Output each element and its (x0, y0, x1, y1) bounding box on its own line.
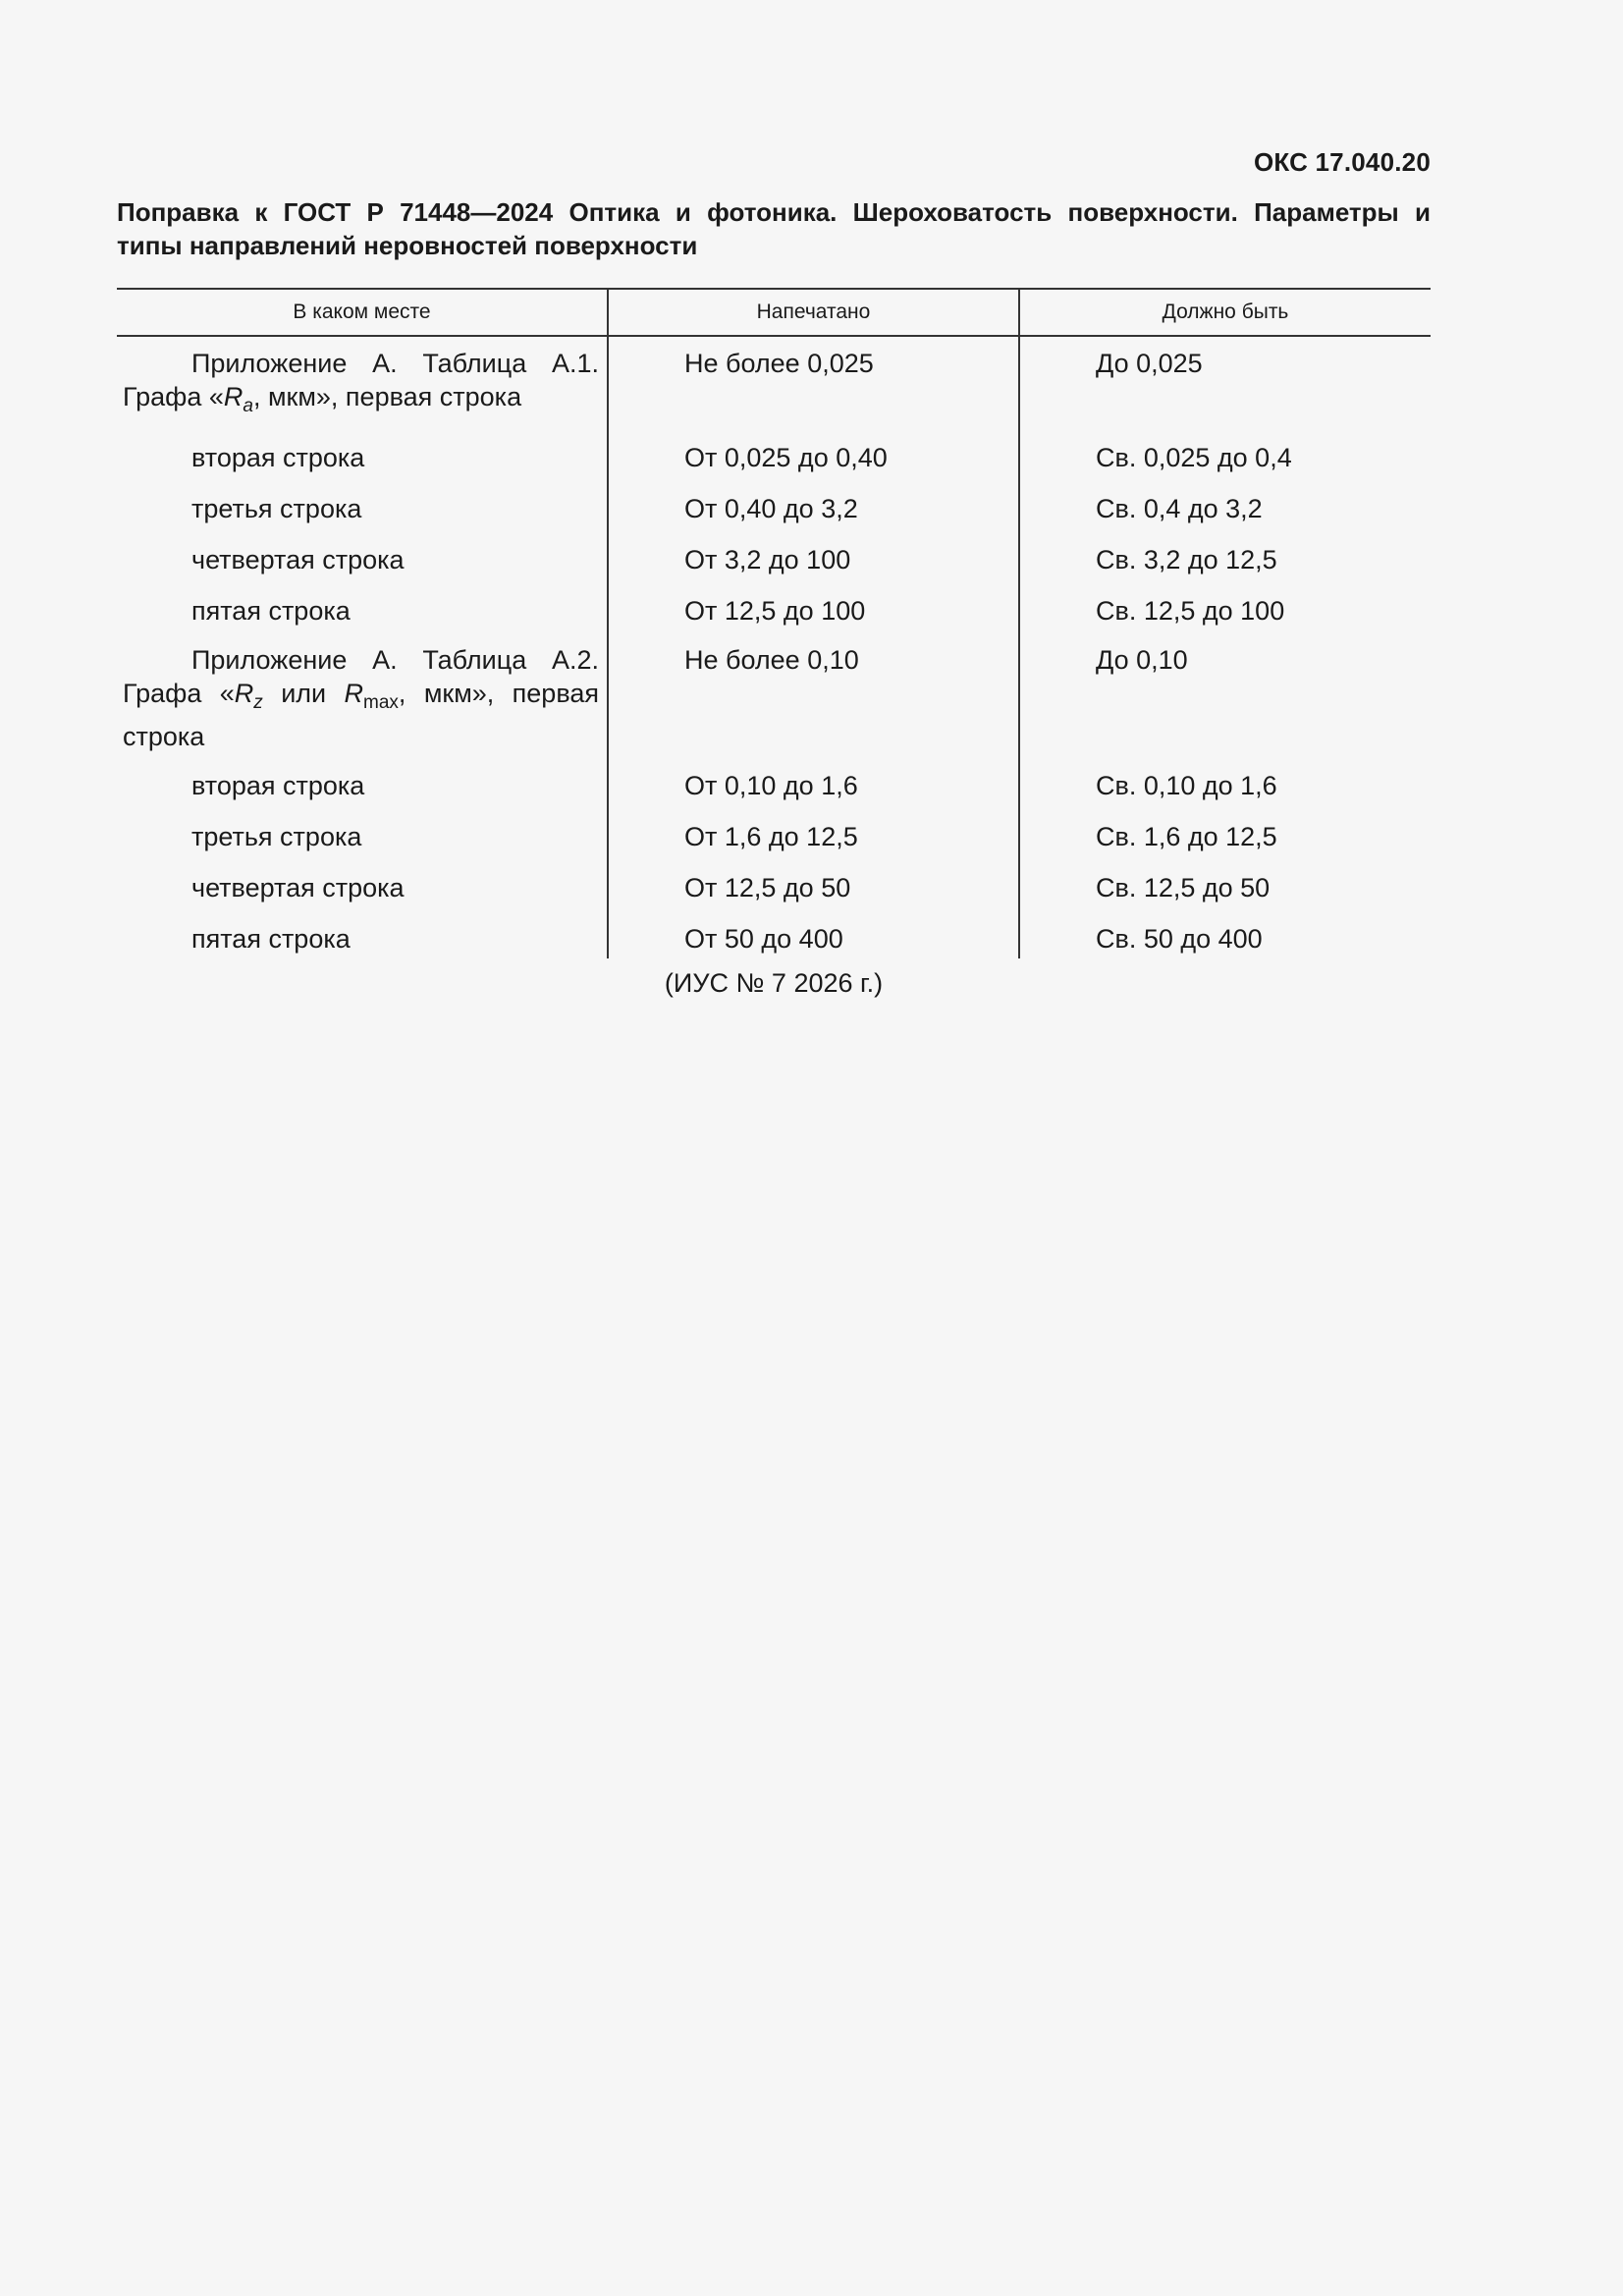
should-be-cell: Св. 50 до 400 (1019, 922, 1431, 958)
place-text: , мкм», первая строка (123, 679, 600, 751)
place-cell (117, 492, 608, 543)
should-be-cell: Св. 1,6 до 12,5 (1019, 820, 1431, 871)
place-cell (117, 336, 608, 441)
place-cell (117, 769, 608, 820)
place-text: третья строка (191, 822, 362, 851)
table-row (117, 871, 1431, 922)
title-line-2: типы направлений неровностей поверхности (117, 231, 698, 260)
place-text: пятая строка (191, 924, 351, 954)
should-be-cell: До 0,10 (1019, 643, 1431, 769)
column-header-printed: Напечатано (608, 289, 1019, 336)
should-be-cell: Св. 12,5 до 100 (1019, 594, 1431, 643)
place-cell (117, 820, 608, 871)
place-cell (117, 594, 608, 643)
table-row (117, 594, 1431, 643)
should-be-cell: Св. 12,5 до 50 (1019, 871, 1431, 922)
subscript: z (253, 692, 263, 713)
place-text: Приложение А. Таблица А.1. Графа « (123, 349, 599, 411)
place-cell (117, 871, 608, 922)
title-line-1: Поправка к ГОСТ Р 71448—2024 Оптика и фотоника. Шероховатость поверхности. Параметры и (117, 197, 1431, 227)
table-row (117, 922, 1431, 958)
document-title (117, 195, 1431, 262)
should-be-cell: Св. 0,025 до 0,4 (1019, 441, 1431, 492)
place-cell (117, 441, 608, 492)
amendment-table (117, 288, 1431, 958)
table-row (117, 543, 1431, 594)
symbol-r: R (223, 382, 243, 411)
printed-cell: От 0,40 до 3,2 (608, 492, 1019, 543)
place-text: вторая строка (191, 771, 365, 800)
place-text: четвертая строка (191, 545, 405, 574)
table-row (117, 441, 1431, 492)
place-text: третья строка (191, 494, 362, 523)
place-text: вторая строка (191, 443, 365, 472)
column-header-place: В каком месте (117, 289, 608, 336)
column-header-should-be: Должно быть (1019, 289, 1431, 336)
table-row (117, 820, 1431, 871)
table-row (117, 769, 1431, 820)
oks-code: ОКС 17.040.20 (1253, 147, 1431, 177)
symbol-r: R (234, 679, 254, 708)
place-text: или (262, 679, 345, 708)
subscript: a (243, 396, 253, 416)
printed-cell: От 0,025 до 0,40 (608, 441, 1019, 492)
place-cell (117, 643, 608, 769)
table-header-row (117, 289, 1431, 336)
table-row (117, 492, 1431, 543)
place-cell (117, 543, 608, 594)
should-be-cell: Св. 0,4 до 3,2 (1019, 492, 1431, 543)
table-row (117, 643, 1431, 769)
place-text: четвертая строка (191, 873, 405, 902)
symbol-r: R (344, 679, 364, 708)
printed-cell: От 12,5 до 50 (608, 871, 1019, 922)
printed-cell: От 1,6 до 12,5 (608, 820, 1019, 871)
place-text: пятая строка (191, 596, 351, 626)
printed-cell: От 3,2 до 100 (608, 543, 1019, 594)
printed-cell: От 12,5 до 100 (608, 594, 1019, 643)
table-row (117, 336, 1431, 441)
printed-cell: От 50 до 400 (608, 922, 1019, 958)
should-be-cell: Св. 0,10 до 1,6 (1019, 769, 1431, 820)
printed-cell: Не более 0,10 (608, 643, 1019, 769)
ius-reference: (ИУС № 7 2026 г.) (664, 968, 884, 998)
should-be-cell: До 0,025 (1019, 336, 1431, 441)
place-cell (117, 922, 608, 958)
printed-cell: Не более 0,025 (608, 336, 1019, 441)
place-text: , мкм», первая строка (252, 382, 522, 411)
should-be-cell: Св. 3,2 до 12,5 (1019, 543, 1431, 594)
printed-cell: От 0,10 до 1,6 (608, 769, 1019, 820)
place-text: Приложение А. Таблица А.2. Графа « (123, 645, 599, 708)
subscript: max (363, 692, 399, 713)
